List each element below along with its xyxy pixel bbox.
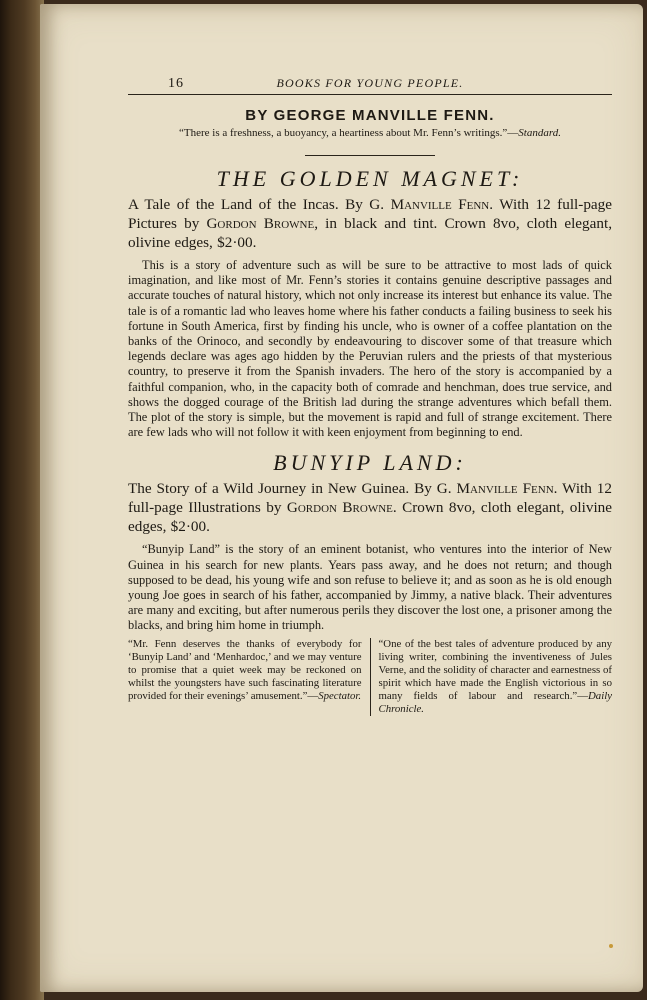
desc-part: With 12 full-page Illustrations by xyxy=(128,480,612,517)
desc-part: The Story of a Wild Journey in New Guinea. By G. xyxy=(128,480,457,498)
page-content xyxy=(128,72,612,716)
running-head: BOOKS FOR YOUNG PEOPLE. xyxy=(276,76,464,90)
illustrator-name: Gordon Browne xyxy=(286,499,393,517)
author-quote-text: “There is a freshness, a buoyancy, a heartiness about Mr. Fenn’s writings.”— xyxy=(179,127,519,139)
author-quote-source: Standard. xyxy=(518,127,561,139)
book-description xyxy=(128,479,612,536)
review-text: “One of the best tales of adventure produced by any living writer, combining the inventiveness of Jules Verne, and the solidity of character and earnestness of spirit which have made the English victorious in so many fields of labour and research.”— xyxy=(378,637,612,702)
page-number: 16 xyxy=(168,76,184,91)
book-description xyxy=(128,195,612,252)
book-page xyxy=(40,4,643,992)
review-source: Daily Chronicle. xyxy=(378,689,612,715)
book-binding xyxy=(0,0,44,1000)
review-quote xyxy=(128,638,371,716)
book-summary: This is a story of adventure such as will be sure to be attractive to most lads of quick imagination, and like most of Mr. Fenn’s stories it contains genuine descriptive passages and accurate touches of natural history, which not only increase its interest but enhance its value. The tale is of a romantic lad who leaves home where his father conducts a failing business to seek his fortune in South America, first by finding his uncle, who is owner of a coffee plantation on the banks of the Orinoco, and secondly by endeavouring to discover some of that treasure which legends declare was ages ago hidden by the Peruvian rulers and the priests of that mysterious country, to preserve it from the Spanish invaders. The hero of the story is accompanied by a faithful companion, who, in the capacity both of comrade and henchman, does true service, and shows the dogged courage of the British lad during the strange adventures which befall them. The plot of the story is simple, but the movement is rapid and full of strange excitement. There are few lads who will not follow it with keen enjoyment from beginning to end. xyxy=(128,258,612,440)
review-quote xyxy=(371,638,613,716)
author-quote xyxy=(128,127,612,140)
desc-part: , in black and tint. Crown 8vo, cloth elegant, olivine edges, $2·00. xyxy=(128,215,612,251)
page-header xyxy=(128,72,612,95)
desc-part: A Tale of the Land of the Incas. By G. xyxy=(128,196,391,213)
section-rule xyxy=(305,155,435,156)
review-quotes xyxy=(128,638,612,716)
illustrator-name: Gordon Browne xyxy=(206,215,315,232)
book-title: THE GOLDEN MAGNET: xyxy=(216,166,524,191)
desc-part: With 12 full-page Pictures by xyxy=(128,196,613,232)
author-name: Manville Fenn. xyxy=(390,196,494,213)
book-summary: “Bunyip Land” is the story of an eminent botanist, who ventures into the interior of New Guinea in his search for new plants. Years pass away, and he does not return; and though supposed to be dead, his young wife and son refuse to believe it; and as soon as he is old enough young Joe goes in search of his father, accompanied by Jimmy, a native black. Their adventures are many and exciting, but after numerous perils they discover the lost one, a prisoner among the blacks, and bring him home in triumph. xyxy=(128,542,612,633)
book-title: BUNYIP LAND: xyxy=(273,450,467,476)
review-text: “Mr. Fenn deserves the thanks of everybody for ‘Bunyip Land’ and ‘Menhardoc,’ and we may venture to promise that a quiet week may be reckoned on whilst the youngsters have such fascinating literature provided for their evenings’ amusement.”— xyxy=(128,637,362,702)
review-source: Spectator. xyxy=(318,689,362,702)
desc-part: . Crown 8vo, cloth elegant, olivine edges, $2·00. xyxy=(128,499,612,536)
author-name: Manville Fenn. xyxy=(456,480,558,498)
paper-spot xyxy=(609,944,613,948)
author-heading: BY GEORGE MANVILLE FENN. xyxy=(245,107,495,124)
